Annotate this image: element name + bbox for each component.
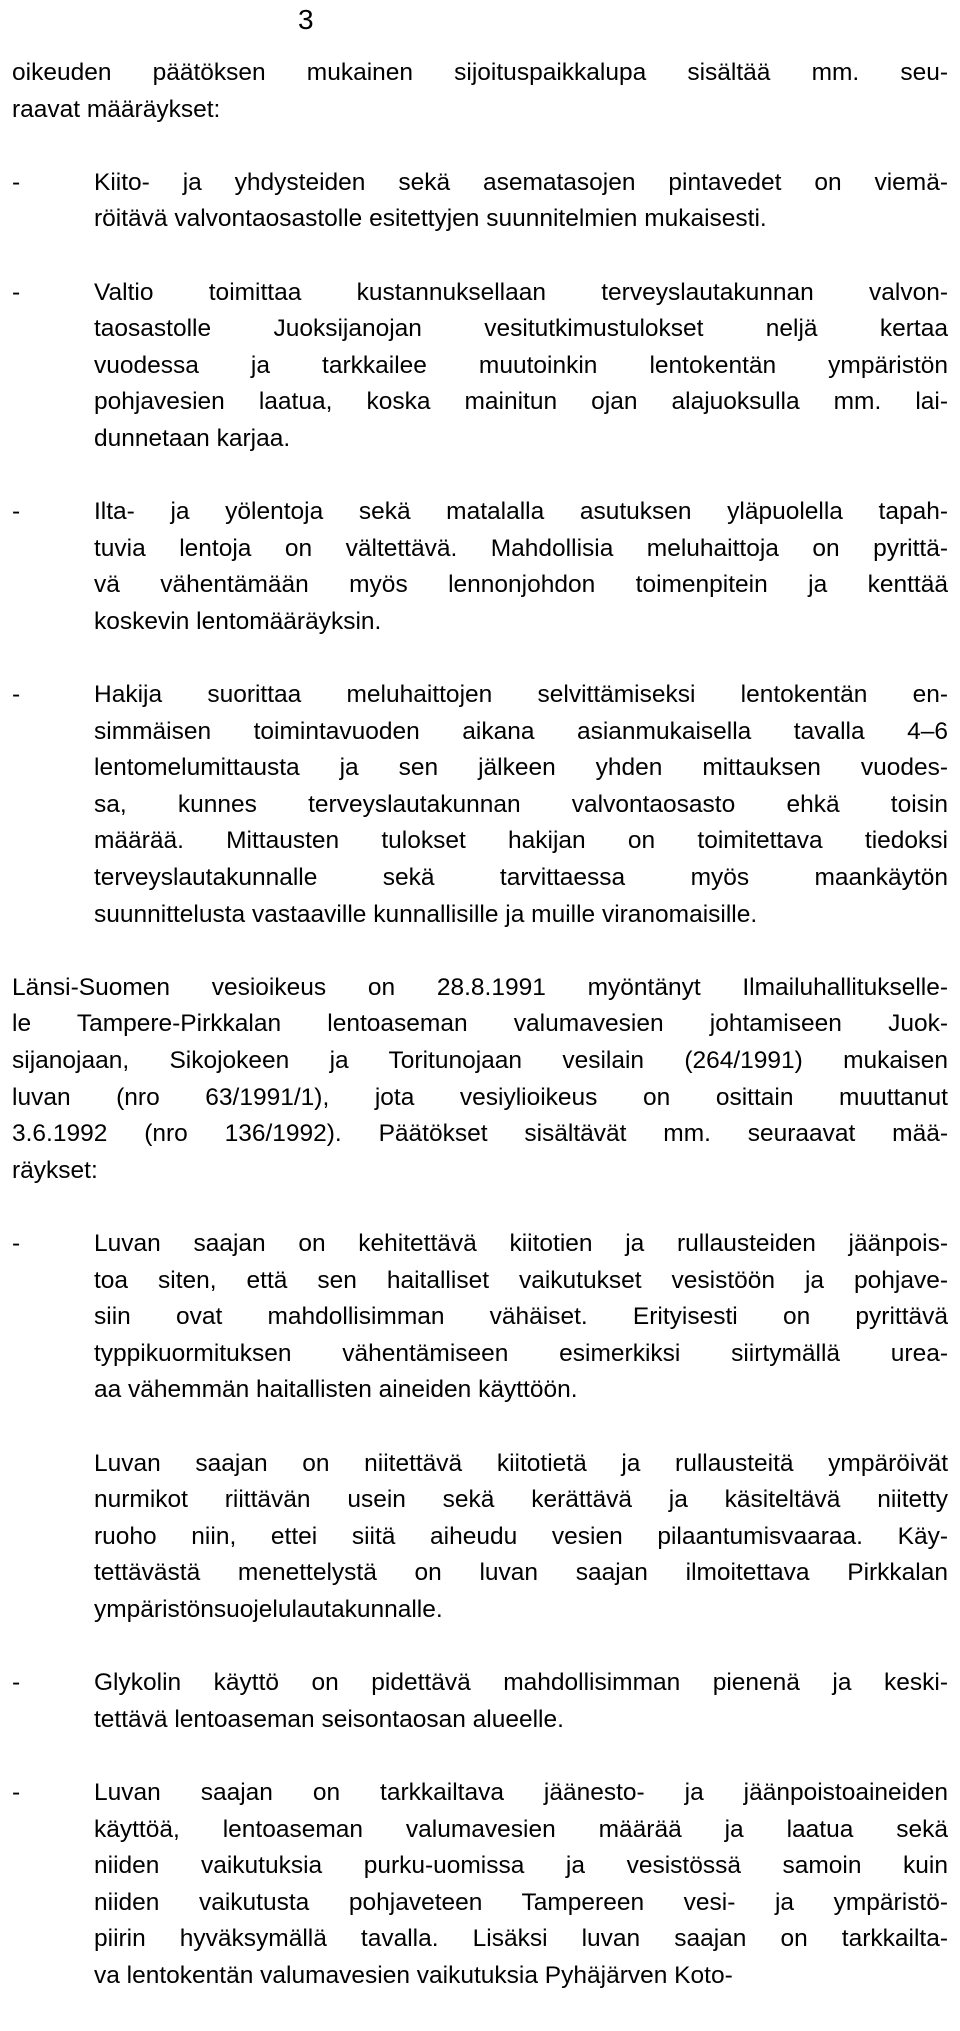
text-line: luvan (nro 63/1991/1), jota vesiylioikeus on osittain muuttanut	[12, 1083, 948, 1111]
document-body	[12, 55, 948, 2031]
text-line: Ilta- ja yölentoja sekä matalalla asutuksen yläpuolella tapah-	[94, 498, 948, 526]
text-line: Luvan saajan on niitettävä kiitotietä ja rullausteitä ympäröivät	[94, 1449, 948, 1477]
text-line: suunnittelusta vastaaville kunnallisille ja muille viranomaisille.	[94, 900, 758, 928]
text-line: vuodessa ja tarkkailee muutoinkin lentokentän ympäristön	[94, 351, 948, 379]
text-line: 3.6.1992 (nro 136/1992). Päätökset sisältävät mm. seuraavat mää-	[12, 1120, 948, 1148]
bullet-dash: -	[12, 1669, 21, 1697]
text-line: siin ovat mahdollisimman vähäiset. Erityisesti on pyrittävä	[94, 1303, 948, 1331]
text-line: nurmikot riittävän usein sekä kerättävä ja käsiteltävä niitetty	[94, 1486, 948, 1514]
text-line: typpikuormituksen vähentämiseen esimerkiksi siirtymällä urea-	[94, 1339, 948, 1367]
text-line: ympäristönsuojelulautakunnalle.	[94, 1595, 443, 1623]
text-line: Hakija suorittaa meluhaittojen selvittämiseksi lentokentän en-	[94, 681, 948, 709]
text-line: ruoho niin, ettei siitä aiheudu vesien pilaantumisvaaraa. Käy-	[94, 1522, 948, 1550]
text-line: raavat määräykset:	[12, 95, 221, 123]
text-line: tettävä lentoaseman seisontaosan alueelle.	[94, 1705, 564, 1733]
text-line: dunnetaan karjaa.	[94, 424, 291, 452]
text-line: taosastolle Juoksijanojan vesitutkimustulokset neljä kertaa	[94, 315, 948, 343]
paragraph	[12, 1446, 948, 1629]
page-number: 3	[298, 4, 314, 35]
bullet-dash: -	[12, 1230, 21, 1257]
text-line: va lentokentän valumavesien vaikutuksia Pyhäjärven Koto-	[94, 1961, 733, 1989]
text-line: Kiito- ja yhdysteiden sekä asematasojen pintavedet on viemä-	[94, 168, 948, 196]
text-line: piirin hyväksymällä tavalla. Lisäksi luvan saajan on tarkkailta-	[94, 1925, 948, 1953]
bullet-dash: -	[12, 498, 21, 526]
bullet-dash: -	[12, 168, 21, 196]
text-line: niiden vaikutuksia purku-uomissa ja vesistössä samoin kuin	[94, 1852, 948, 1880]
text-line: simmäisen toimintavuoden aikana asianmukaisella tavalla 4–6	[94, 717, 948, 745]
bullet-paragraph	[12, 1665, 948, 1738]
text-line: Luvan saajan on tarkkailtava jäänesto- ja jäänpoistoaineiden	[94, 1778, 948, 1806]
bullet-paragraph	[12, 275, 948, 458]
bullet-dash: -	[12, 1778, 21, 1806]
text-line: tuvia lentoja on vältettävä. Mahdollisia meluhaittoja on pyrittä-	[94, 534, 948, 562]
bullet-paragraph	[12, 494, 948, 640]
bullet-paragraph	[12, 165, 948, 238]
bullet-paragraph	[12, 1775, 948, 1995]
text-line: terveyslautakunnalle sekä tarvittaessa myös maankäytön	[94, 864, 948, 892]
text-line: Luvan saajan on kehitettävä kiitotien ja rullausteiden jäänpois-	[94, 1230, 948, 1257]
bullet-paragraph	[12, 1226, 948, 1409]
text-line: vä vähentämään myös lennonjohdon toimenpitein ja kenttää	[94, 571, 948, 599]
text-line: lentomelumittausta ja sen jälkeen yhden mittauksen vuodes-	[94, 754, 948, 782]
text-line: niiden vaikutusta pohjaveteen Tampereen vesi- ja ympäristö-	[94, 1888, 948, 1916]
text-line: sa, kunnes terveyslautakunnan valvontaosasto ehkä toisin	[94, 790, 948, 818]
bullet-dash: -	[12, 681, 21, 709]
text-line: Valtio toimittaa kustannuksellaan terveyslautakunnan valvon-	[94, 278, 948, 306]
text-line: räykset:	[12, 1156, 98, 1184]
text-line: aa vähemmän haitallisten aineiden käyttöön.	[94, 1376, 578, 1404]
text-line: koskevin lentomääräyksin.	[94, 607, 382, 635]
text-line: tettävästä menettelystä on luvan saajan ilmoitettava Pirkkalan	[94, 1559, 948, 1587]
text-line: käyttöä, lentoaseman valumavesien määrää ja laatua sekä	[94, 1815, 948, 1843]
bullet-dash: -	[12, 278, 21, 306]
text-line: sijanojaan, Sikojokeen ja Toritunojaan vesilain (264/1991) mukaisen	[12, 1047, 948, 1075]
paragraph	[12, 970, 948, 1190]
paragraph	[12, 55, 948, 128]
text-line: oikeuden päätöksen mukainen sijoituspaikkalupa sisältää mm. seu-	[12, 59, 948, 86]
text-line: määrää. Mittausten tulokset hakijan on toimitettava tiedoksi	[94, 827, 948, 855]
text-line: Länsi-Suomen vesioikeus on 28.8.1991 myöntänyt Ilmailuhallitukselle-	[12, 973, 948, 1001]
bullet-paragraph	[12, 677, 948, 933]
text-line: toa siten, että sen haitalliset vaikutukset vesistöön ja pohjave-	[94, 1266, 948, 1294]
text-line: röitävä valvontaosastolle esitettyjen suunnitelmien mukaisesti.	[94, 205, 767, 233]
text-line: pohjavesien laatua, koska mainitun ojan alajuoksulla mm. lai-	[94, 388, 948, 416]
text-line: le Tampere-Pirkkalan lentoaseman valumavesien johtamiseen Juok-	[12, 1010, 948, 1038]
text-line: Glykolin käyttö on pidettävä mahdollisimman pienenä ja keski-	[94, 1669, 948, 1697]
